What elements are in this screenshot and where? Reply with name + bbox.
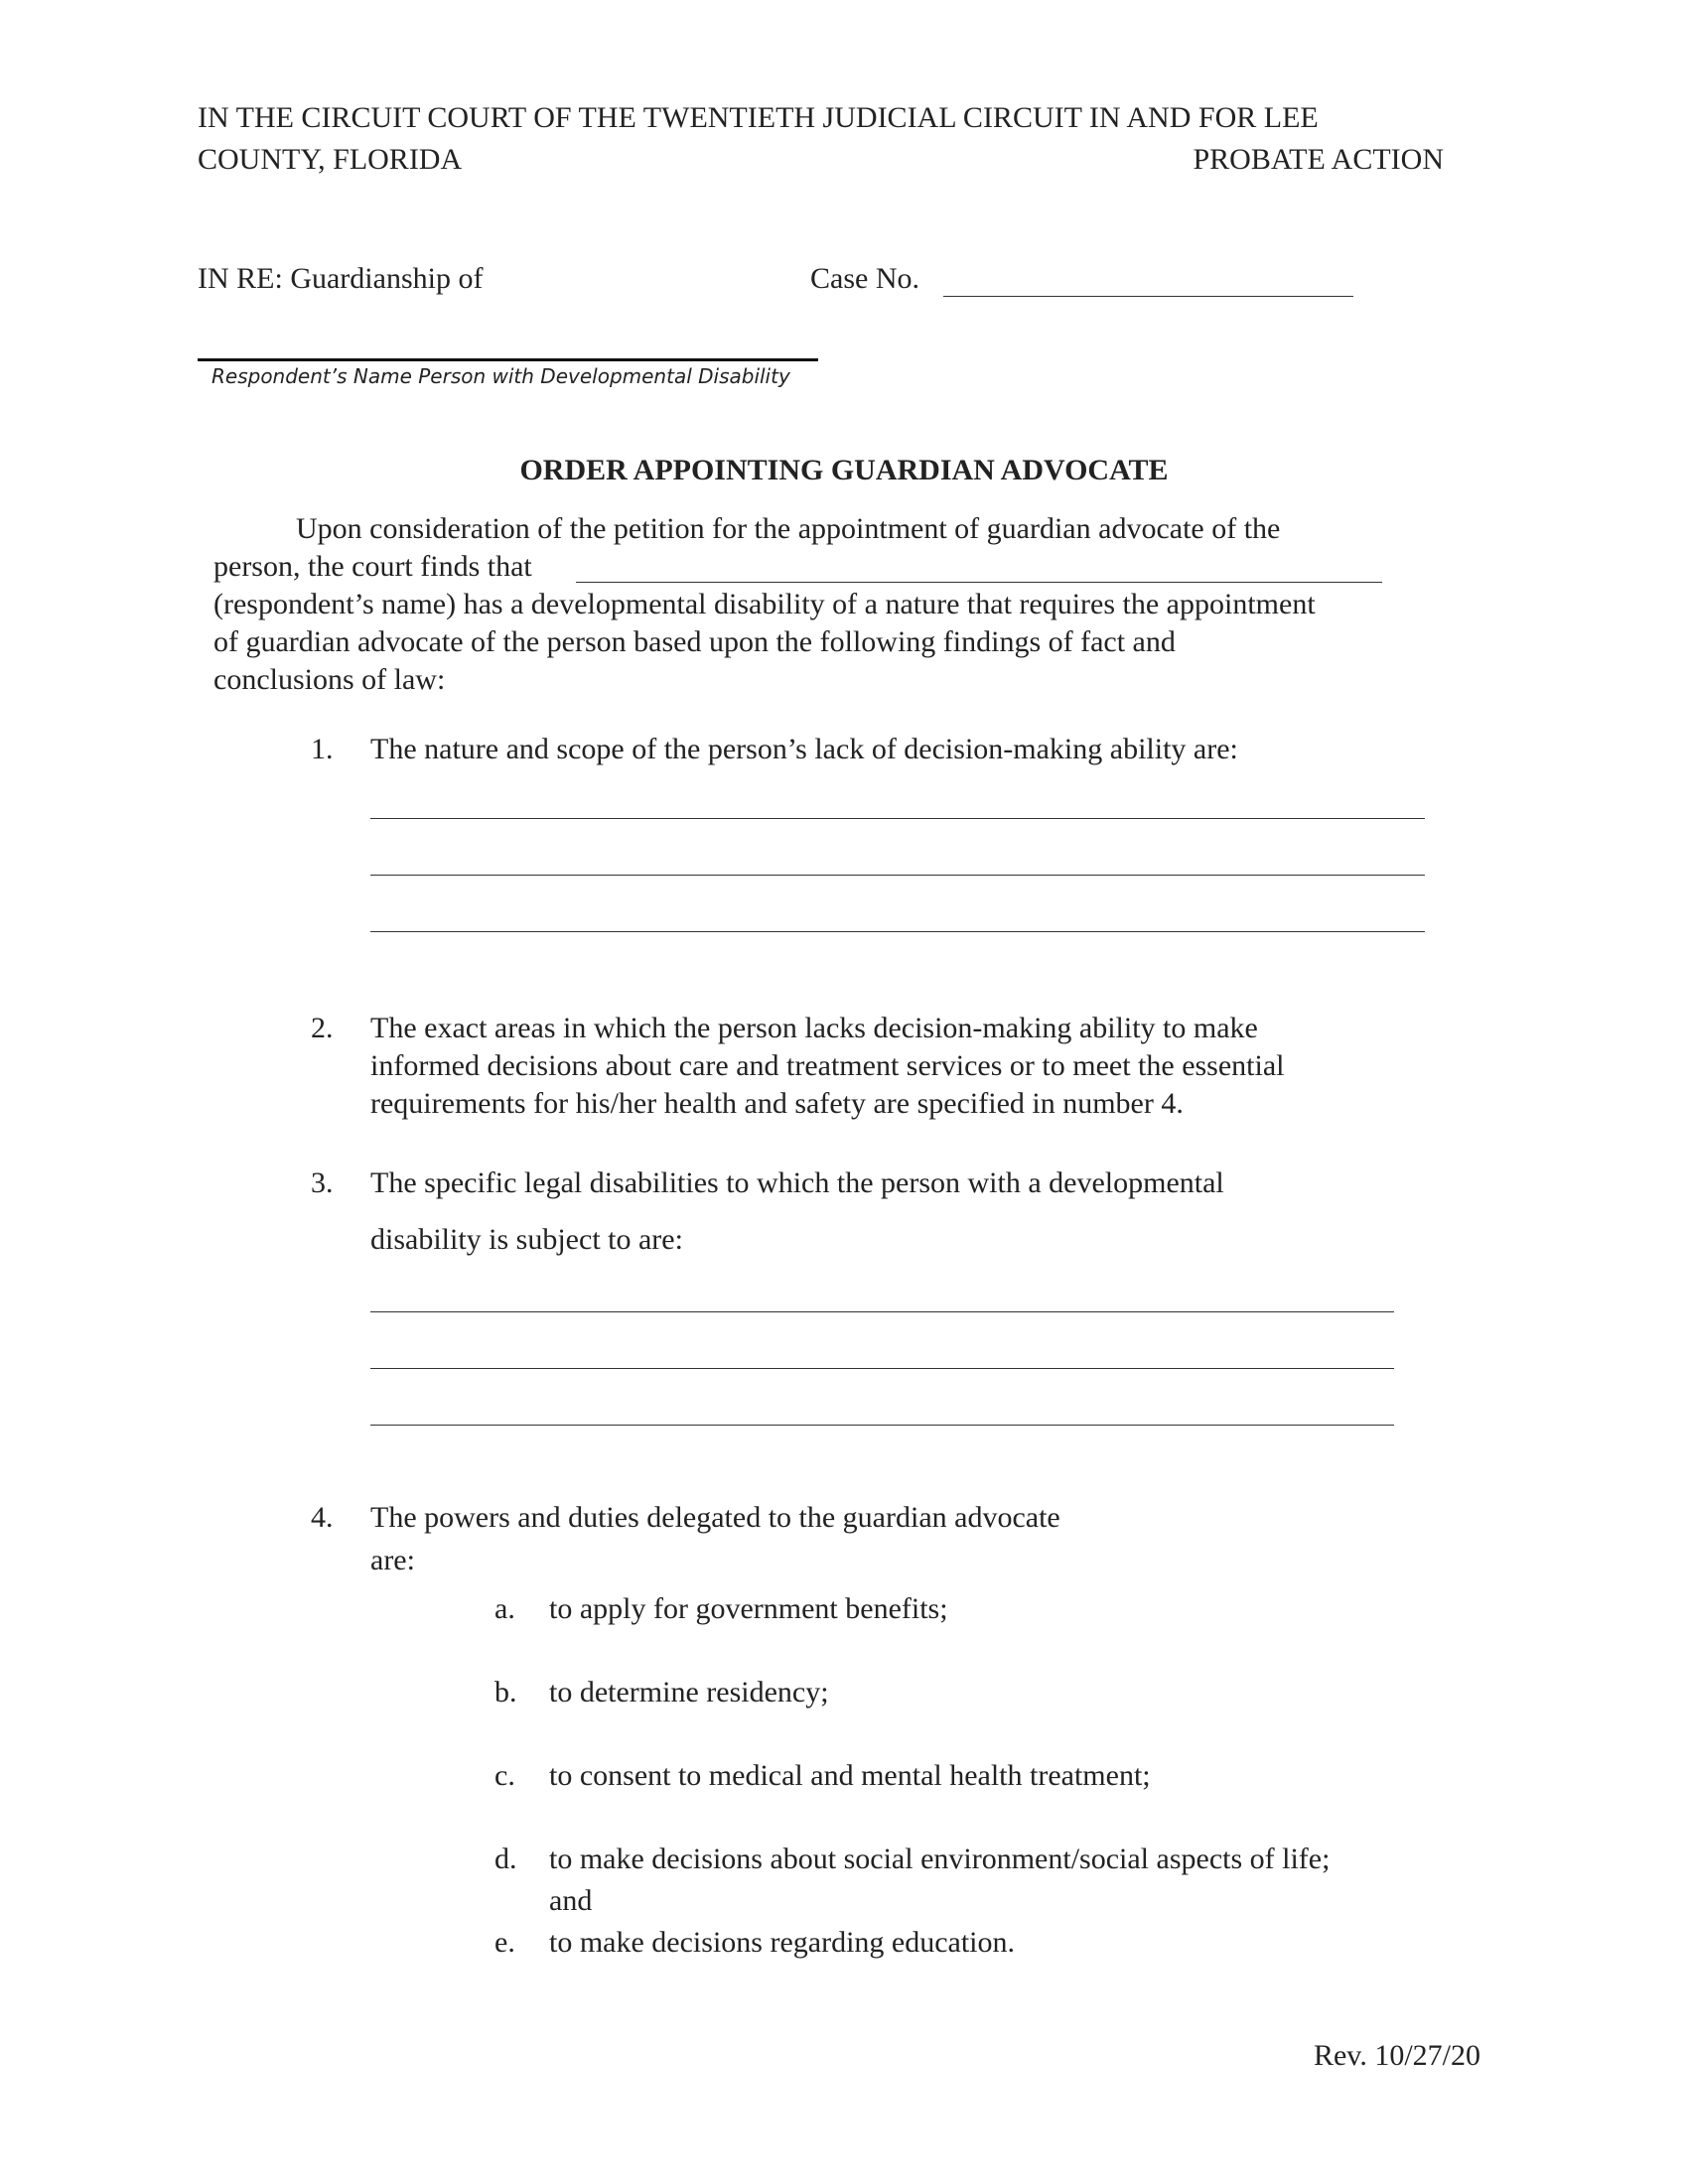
power-letter: e.: [494, 1926, 515, 1959]
power-letter: c.: [494, 1759, 515, 1792]
revision-date: Rev. 10/27/20: [1313, 2039, 1480, 2072]
intro-line: of guardian advocate of the person based upon the following findings of fact and: [213, 625, 1176, 658]
finding-text-2: informed decisions about care and treatment services or to meet the essential: [370, 1049, 1285, 1082]
finding-number-3: 3.: [311, 1166, 334, 1199]
power-letter: d.: [494, 1843, 517, 1875]
power-letter: b.: [494, 1676, 517, 1708]
finding-3-blank-line[interactable]: [370, 1425, 1394, 1426]
court-header: IN THE CIRCUIT COURT OF THE TWENTIETH JUDICIAL CIRCUIT IN AND FOR LEE: [198, 101, 1319, 134]
probate-action-label: PROBATE ACTION: [1193, 143, 1444, 176]
document-title: ORDER APPOINTING GUARDIAN ADVOCATE: [519, 454, 1169, 486]
finding-1-blank-line[interactable]: [370, 875, 1425, 876]
finding-text-3: disability is subject to are:: [370, 1223, 683, 1256]
finding-text-1: The nature and scope of the person’s lack of decision-making ability are:: [370, 733, 1238, 765]
intro-line: (respondent’s name) has a developmental disability of a nature that requires the appointment: [213, 588, 1316, 620]
intro-line: conclusions of law:: [213, 663, 446, 696]
finding-text-4: are:: [370, 1544, 415, 1576]
finding-1-blank-line[interactable]: [370, 818, 1425, 819]
finding-text-2: requirements for his/her health and safety are specified in number 4.: [370, 1087, 1184, 1120]
finding-number-4: 4.: [311, 1501, 334, 1534]
respondent-name-caption: Respondent’s Name Person with Developmental Disability: [211, 364, 790, 388]
power-item-continuation: and: [549, 1884, 593, 1917]
intro-line: Upon consideration of the petition for the appointment of guardian advocate of the: [296, 512, 1281, 545]
respondent-name-field[interactable]: [198, 358, 818, 361]
intro-line: person, the court finds that: [213, 550, 532, 583]
case-number-label: Case No.: [810, 262, 919, 295]
power-letter: a.: [494, 1592, 515, 1625]
finding-1-blank-line[interactable]: [370, 931, 1425, 932]
power-item: to apply for government benefits;: [549, 1592, 948, 1625]
court-county: COUNTY, FLORIDA: [198, 143, 463, 176]
finding-text-3: The specific legal disabilities to which the person with a developmental: [370, 1166, 1224, 1199]
finding-number-2: 2.: [311, 1012, 334, 1044]
finding-3-blank-line[interactable]: [370, 1311, 1394, 1312]
in-re-label: IN RE: Guardianship of: [198, 262, 484, 295]
finding-3-blank-line[interactable]: [370, 1368, 1394, 1369]
case-number-field[interactable]: [943, 296, 1353, 297]
power-item: to determine residency;: [549, 1676, 829, 1708]
respondent-name-blank[interactable]: [576, 582, 1382, 583]
finding-text-4: The powers and duties delegated to the guardian advocate: [370, 1501, 1060, 1534]
power-item: to consent to medical and mental health treatment;: [549, 1759, 1151, 1792]
finding-text-2: The exact areas in which the person lacks decision-making ability to make: [370, 1012, 1258, 1044]
power-item: to make decisions regarding education.: [549, 1926, 1016, 1959]
finding-number-1: 1.: [311, 733, 334, 765]
power-item: to make decisions about social environment/social aspects of life;: [549, 1843, 1331, 1875]
